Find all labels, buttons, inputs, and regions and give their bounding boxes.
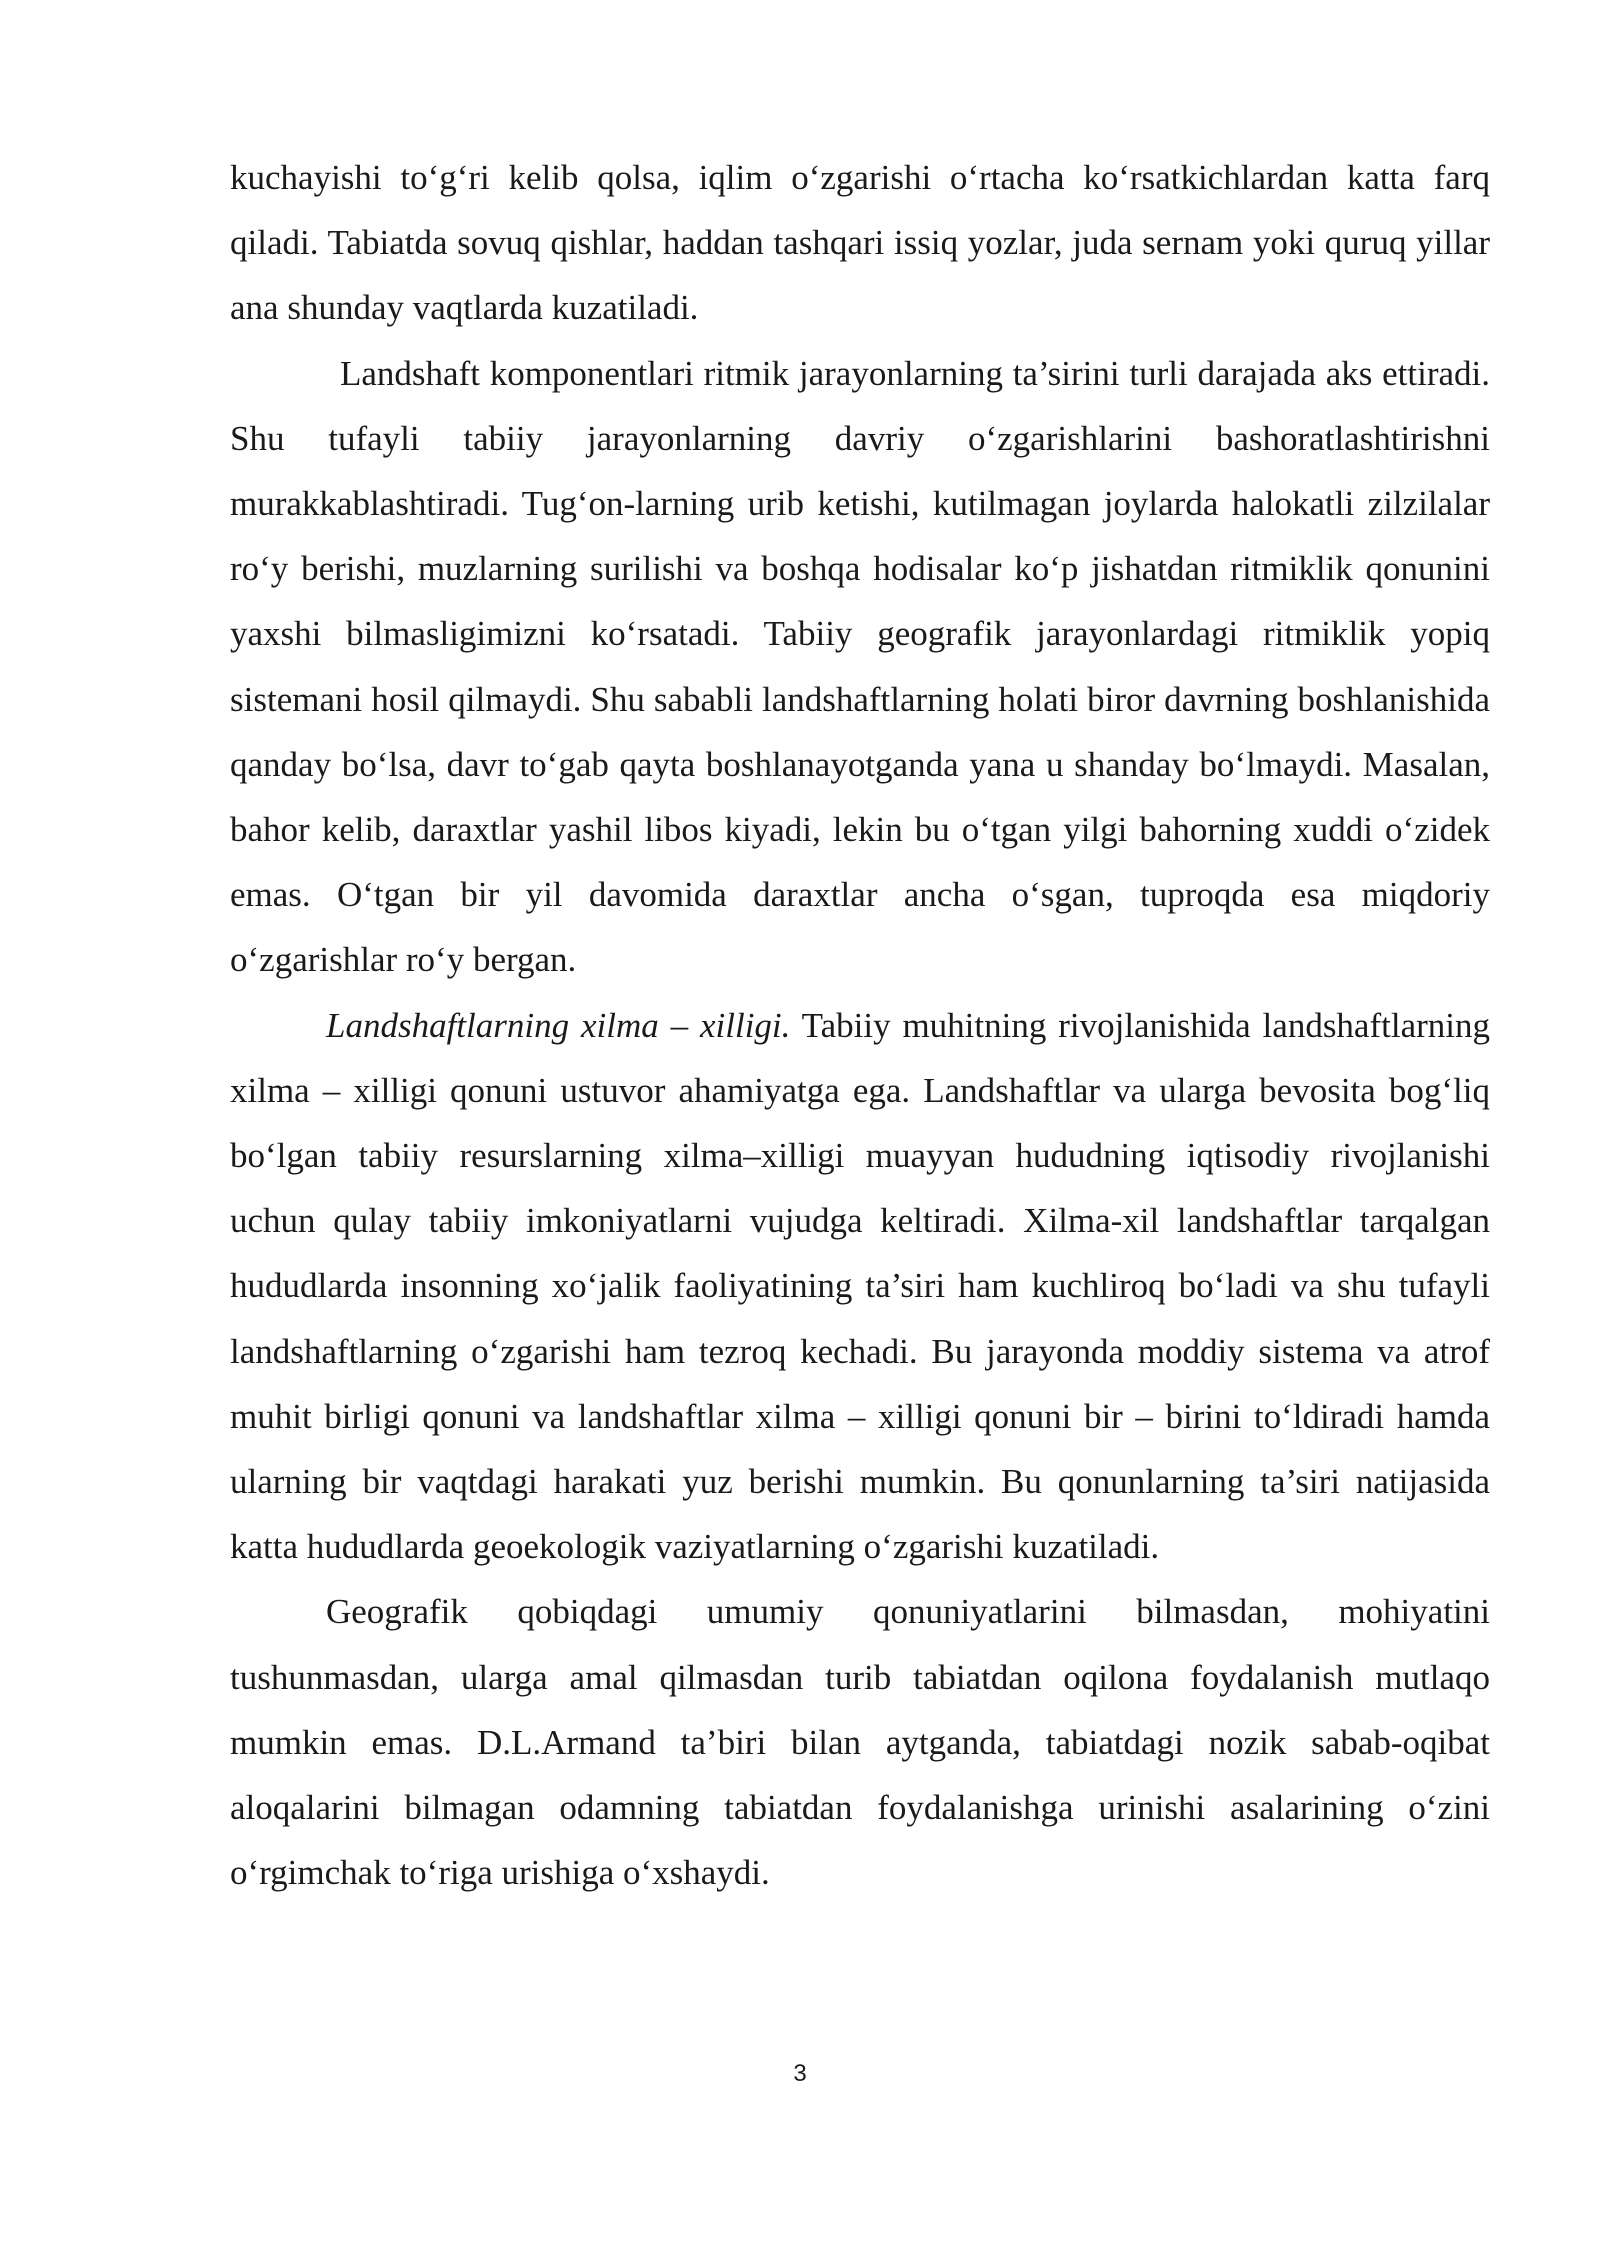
body-text [230,145,1490,1905]
paragraph-diversity [230,993,1490,1580]
paragraph-diversity-heading: Landshaftlarning xilma – xilligi. [326,1005,791,1045]
paragraph-geographic-envelope: Geografik qobiqdagi umumiy qonuniyatlarini bilmasdan, mohiyatini tushunmasdan, ularga amal qilmasdan turib tabiatdan oqilona foydalanish mutlaqo mumkin emas. D.L.Armand ta’biri bilan aytganda, tabiatdagi nozik sabab-oqibat aloqalarini bilmagan odamning tabiatdan foydalanishga urinishi asalarining o‘zini o‘rgimchak to‘riga urishiga o‘xshaydi. [230,1592,1490,1893]
paragraph-diversity-text: Tabiiy muhitning rivojlanishida landshaftlarning xilma – xilligi qonuni ustuvor ahamiyatga ega. Landshaftlar va ularga bevosita bog‘liq bo‘lgan tabiiy resurslarning xilma–xilligi muayyan hududning iqtisodiy rivojlanishi uchun qulay tabiiy imkoniyatlarni vujudga keltiradi. Xilma-xil landshaftlar tarqalgan hududlarda insonning xo‘jalik faoliyatining ta’siri ham kuchliroq bo‘ladi va shu tufayli landshaftlarning o‘zgarishi ham tezroq kechadi. Bu jarayonda moddiy sistema va atrof muhit birligi qonuni va landshaftlar xilma – xilligi qonuni bir – birini to‘ldiradi hamda ularning bir vaqtdagi harakati yuz berishi mumkin. Bu qonunlarning ta’siri natijasida katta hududlarda geoekologik vaziyatlarning o‘zgarishi kuzatiladi. [230,1005,1490,1567]
paragraph-continuation: kuchayishi to‘g‘ri kelib qolsa, iqlim o‘zgarishi o‘rtacha ko‘rsatkichlardan katta farq qiladi. Tabiatda sovuq qishlar, haddan tashqari issiq yozlar, juda sernam yoki quruq yillar ana shunday vaqtlarda kuzatiladi. [230,158,1490,328]
paragraph-rhythm: Landshaft komponentlari ritmik jarayonlarning ta’sirini turli darajada aks ettiradi. Shu tufayli tabiiy jarayonlarning davriy o‘zgarishlarini bashoratlashtirishni murakkablashtiradi. Tug‘on-larning urib ketishi, kutilmagan joylarda halokatli zilzilalar ro‘y berishi, muzlarning surilishi va boshqa hodisalar ko‘p jishatdan ritmiklik qonunini yaxshi bilmasligimizni ko‘rsatadi. Tabiiy geografik jarayonlardagi ritmiklik yopiq sistemani hosil qilmaydi. Shu sababli landshaftlarning holati biror davrning boshlanishida qanday bo‘lsa, davr to‘gab qayta boshlanayotganda yana u shanday bo‘lmaydi. Masalan, bahor kelib, daraxtlar yashil libos kiyadi, lekin bu o‘tgan yilgi bahorning xuddi o‘zidek emas. O‘tgan bir yil davomida daraxtlar ancha o‘sgan, tuproqda esa miqdoriy o‘zgarishlar ro‘y bergan. [230,353,1490,980]
page-number: 3 [793,2060,807,2087]
